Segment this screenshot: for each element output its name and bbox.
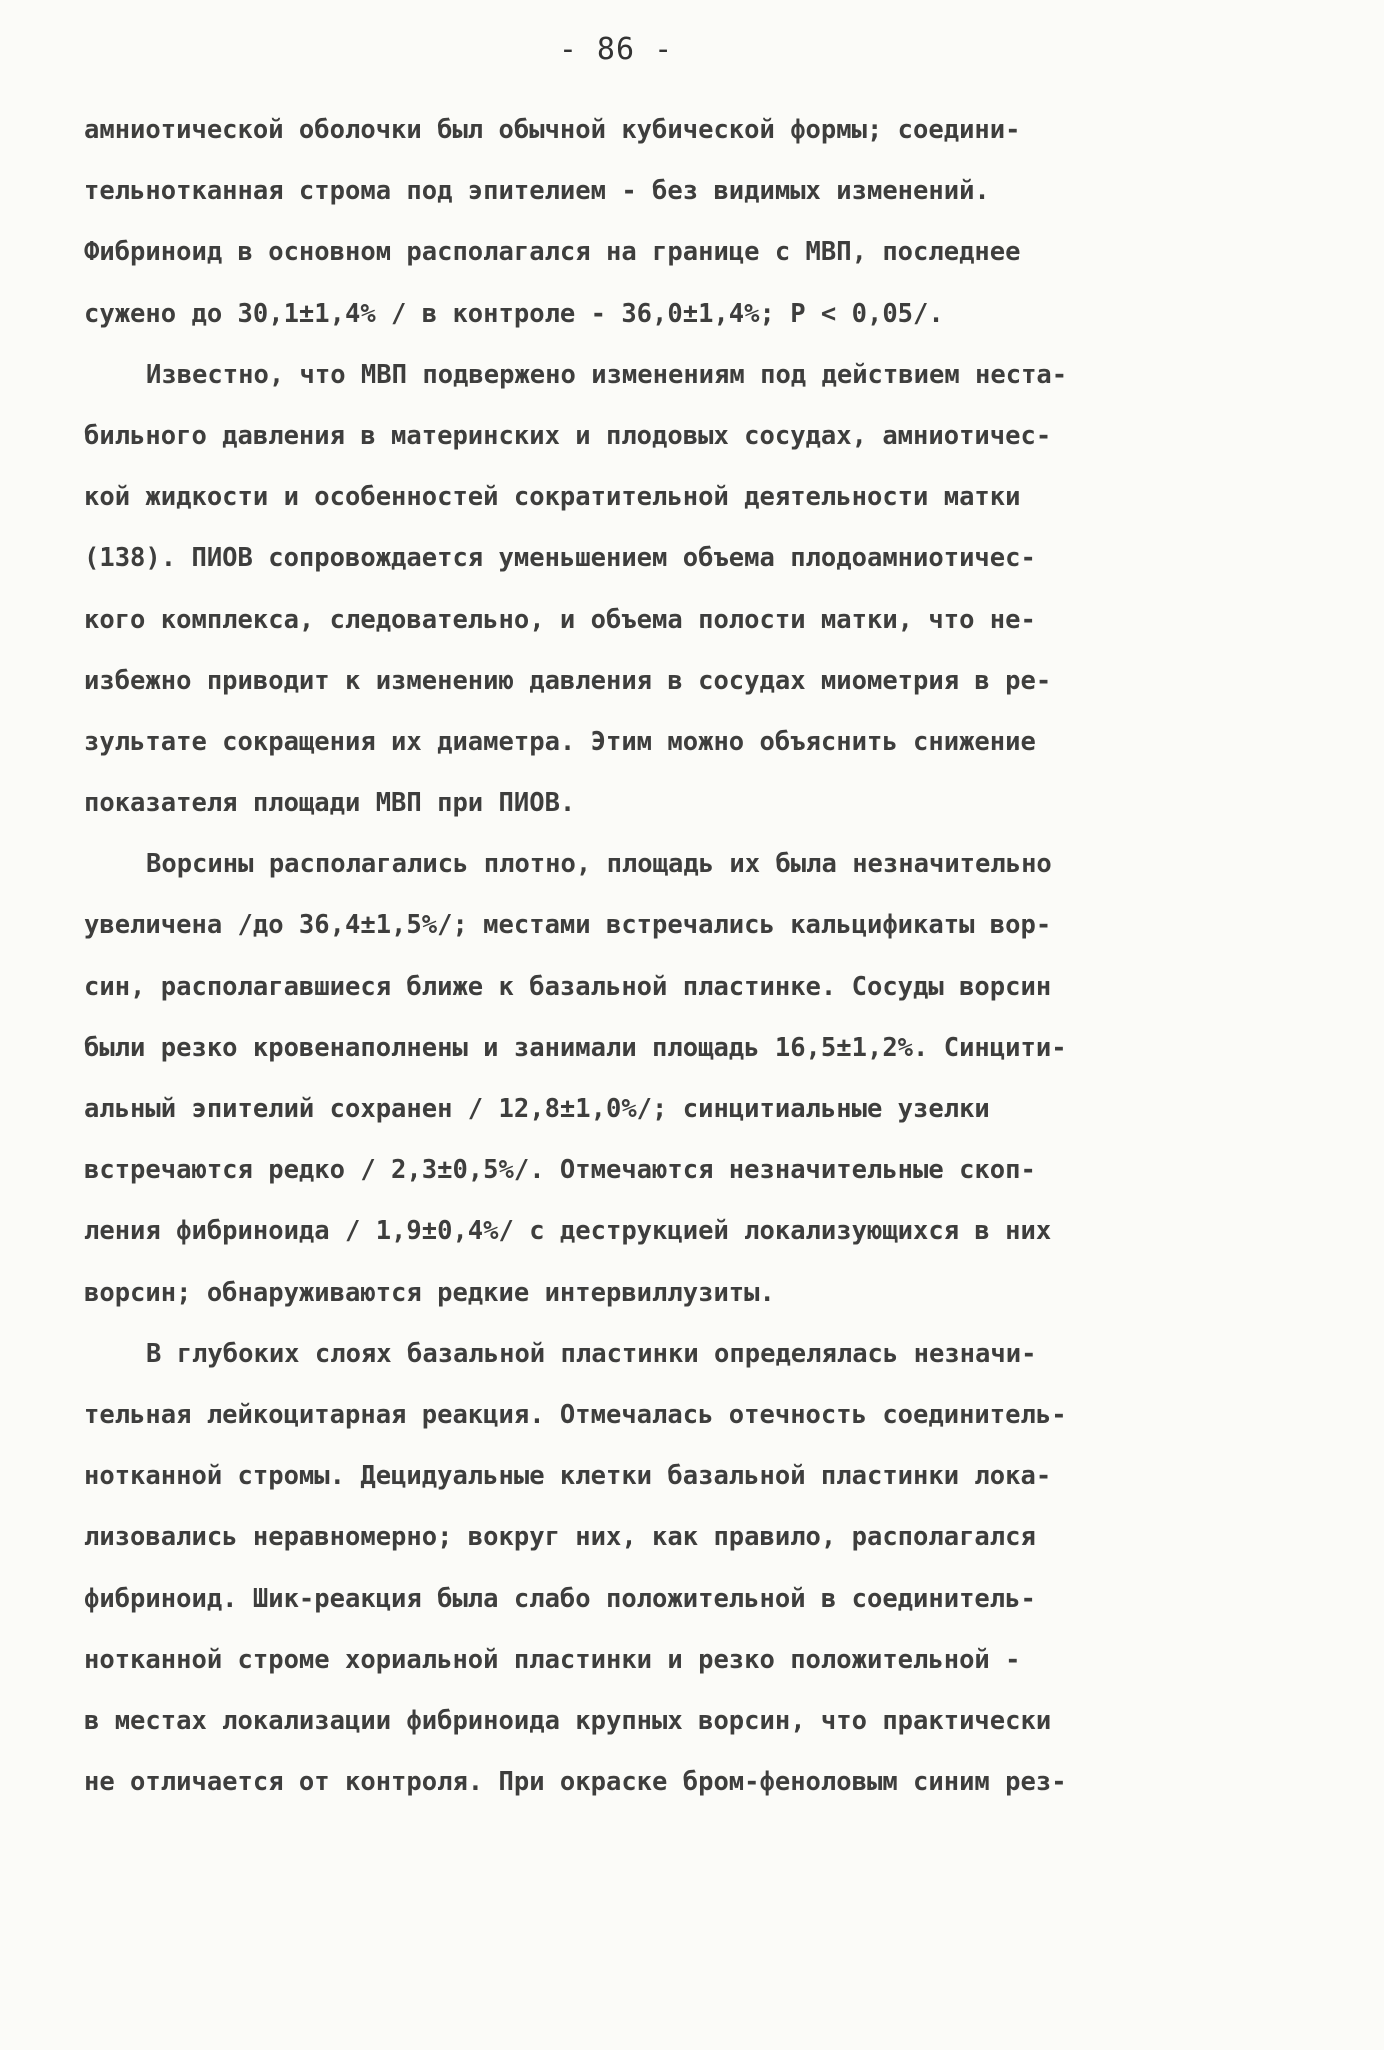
- text-line: тельная лейкоцитарная реакция. Отмечалась отечность соединитель-: [84, 1399, 1067, 1430]
- text-line: нотканной стромы. Децидуальные клетки базальной пластинки лока-: [84, 1461, 1052, 1492]
- text-line: сужено до 30,1±1,4% / в контроле - 36,0±1,4%; P < 0,05/.: [84, 298, 944, 329]
- text-line: не отличается от контроля. При окраске бром-феноловым синим рез-: [84, 1767, 1067, 1798]
- text-line: зультате сокращения их диаметра. Этим можно объяснить снижение: [84, 726, 1036, 757]
- text-line: кой жидкости и особенностей сократительной деятельности матки: [84, 482, 1021, 513]
- text-line: Фибриноид в основном располагался на границе с МВП, последнее: [84, 237, 1021, 268]
- text-line: Известно, что МВП подвержено изменениям под действием неста-: [146, 359, 1068, 390]
- text-line: были резко кровенаполнены и занимали площадь 16,5±1,2%. Синцити-: [84, 1032, 1067, 1063]
- text-line: увеличена /до 36,4±1,5%/; местами встречались кальцификаты вор-: [84, 910, 1052, 941]
- text-line: нотканной строме хориальной пластинки и резко положительной -: [84, 1644, 1021, 1675]
- text-line: (138). ПИОВ сопровождается уменьшением объема плодоамниотичес-: [84, 543, 1036, 574]
- text-line: бильного давления в материнских и плодовых сосудах, амниотичес-: [84, 420, 1052, 451]
- text-line: ления фибриноида / 1,9±0,4%/ с деструкцией локализующихся в них: [84, 1216, 1052, 1247]
- text-line: В глубоких слоях базальной пластинки определялась незначи-: [146, 1338, 1037, 1369]
- text-line: амниотической оболочки был обычной кубической формы; соедини-: [84, 115, 1021, 145]
- text-line: избежно приводит к изменению давления в сосудах миометрия в ре-: [84, 665, 1052, 696]
- text-line: кого комплекса, следовательно, и объема полости матки, что не-: [84, 604, 1036, 635]
- text-line: Ворсины располагались плотно, площадь их была незначительно: [146, 849, 1052, 880]
- body-text: [84, 100, 1294, 1813]
- text-line: тельнотканная строма под эпителием - без видимых изменений.: [84, 176, 990, 207]
- text-line: ворсин; обнаруживаются редкие интервиллузиты.: [84, 1277, 775, 1308]
- text-line: фибриноид. Шик-реакция была слабо положительной в соединитель-: [84, 1583, 1036, 1614]
- page-number: - 86 -: [558, 32, 674, 67]
- text-line: син, располагавшиеся ближе к базальной пластинке. Сосуды ворсин: [84, 971, 1052, 1002]
- text-line: альный эпителий сохранен / 12,8±1,0%/; синцитиальные узелки: [84, 1094, 990, 1124]
- text-line: показателя площади МВП при ПИОВ.: [84, 788, 576, 819]
- text-line: лизовались неравномерно; вокруг них, как правило, располагался: [84, 1522, 1036, 1553]
- text-line: встречаются редко / 2,3±0,5%/. Отмечаются незначительные скоп-: [84, 1155, 1036, 1186]
- text-line: в местах локализации фибриноида крупных ворсин, что практически: [84, 1705, 1052, 1736]
